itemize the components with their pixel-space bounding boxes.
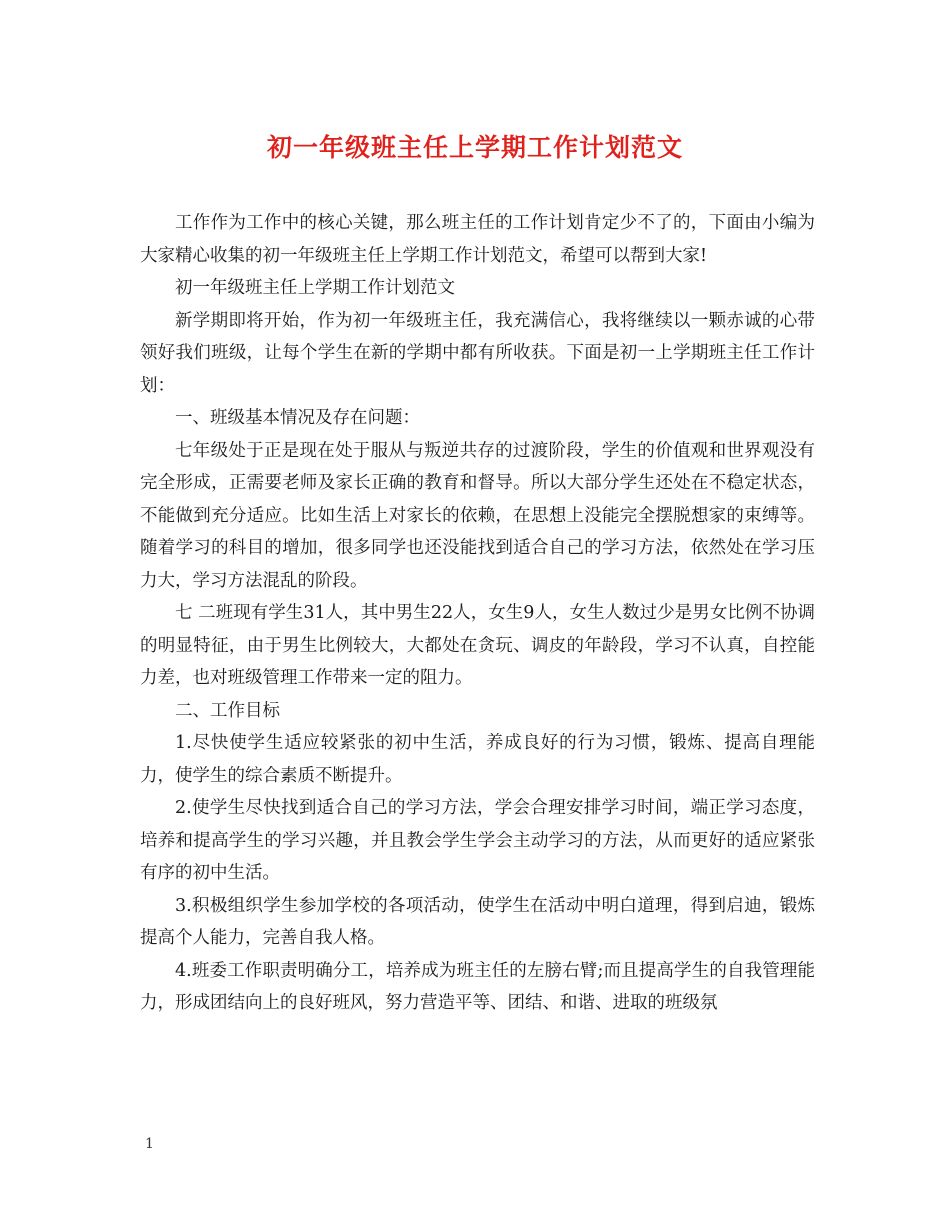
paragraph-class-stats: 七 二班现有学生31人，其中男生22人，女生9人，女生人数过少是男女比例不协调的明显特征，由于男生比例较大，大都处在贪玩、调皮的年龄段，学习不认真，自控能力差，也对班级管理工作带来一定的阻力。	[140, 603, 815, 688]
document-body	[140, 207, 815, 1020]
section-heading-2: 二、工作目标	[175, 700, 280, 721]
goal-item-1: 1.尽快使学生适应较紧张的初中生活，养成良好的行为习惯，锻炼、提高自理能力，使学生的综合素质不断提升。	[140, 733, 815, 786]
paragraph-opening: 新学期即将开始，作为初一年级班主任，我充满信心，我将继续以一颗赤诚的心带领好我们班级，让每个学生在新的学期中都有所收获。下面是初一上学期班主任工作计划：	[140, 310, 815, 396]
goal-item-2: 2.使学生尽快找到适合自己的学习方法，学会合理安排学习时间，端正学习态度，培养和提高学生的学习兴趣，并且教会学生学会主动学习的方法，从而更好的适应紧张有序的初中生活。	[140, 798, 815, 883]
paragraph-intro: 工作作为工作中的核心关键，那么班主任的工作计划肯定少不了的，下面由小编为大家精心收集的初一年级班主任上学期工作计划范文，希望可以帮到大家!	[140, 213, 815, 266]
paragraph-subtitle: 初一年级班主任上学期工作计划范文	[175, 278, 455, 298]
goal-item-3: 3.积极组织学生参加学校的各项活动，使学生在活动中明白道理，得到启迪，锻炼提高个人能力，完善自我人格。	[140, 895, 815, 948]
document-title: 初一年级班主任上学期工作计划范文	[266, 133, 683, 162]
section-heading-1: 一、班级基本情况及存在问题：	[175, 408, 420, 428]
paragraph-situation: 七年级处于正是现在处于服从与叛逆共存的过渡阶段，学生的价值观和世界观没有完全形成，正需要老师及家长正确的教育和督导。所以大部分学生还处在不稳定状态，不能做到充分适应。比如生活上对家长的依赖，在思想上没能完全摆脱想家的束缚等。随着学习的科目的增加，很多同学也还没能找到适合自己的学习方法，依然处在学习压力大，学习方法混乱的阶段。	[140, 440, 815, 591]
goal-item-4: 4.班委工作职责明确分工，培养成为班主任的左膀右臂;而且提高学生的自我管理能力，形成团结向上的良好班风，努力营造平等、团结、和谐、进取的班级氛	[140, 960, 815, 1013]
page-number: 1	[145, 1136, 154, 1152]
